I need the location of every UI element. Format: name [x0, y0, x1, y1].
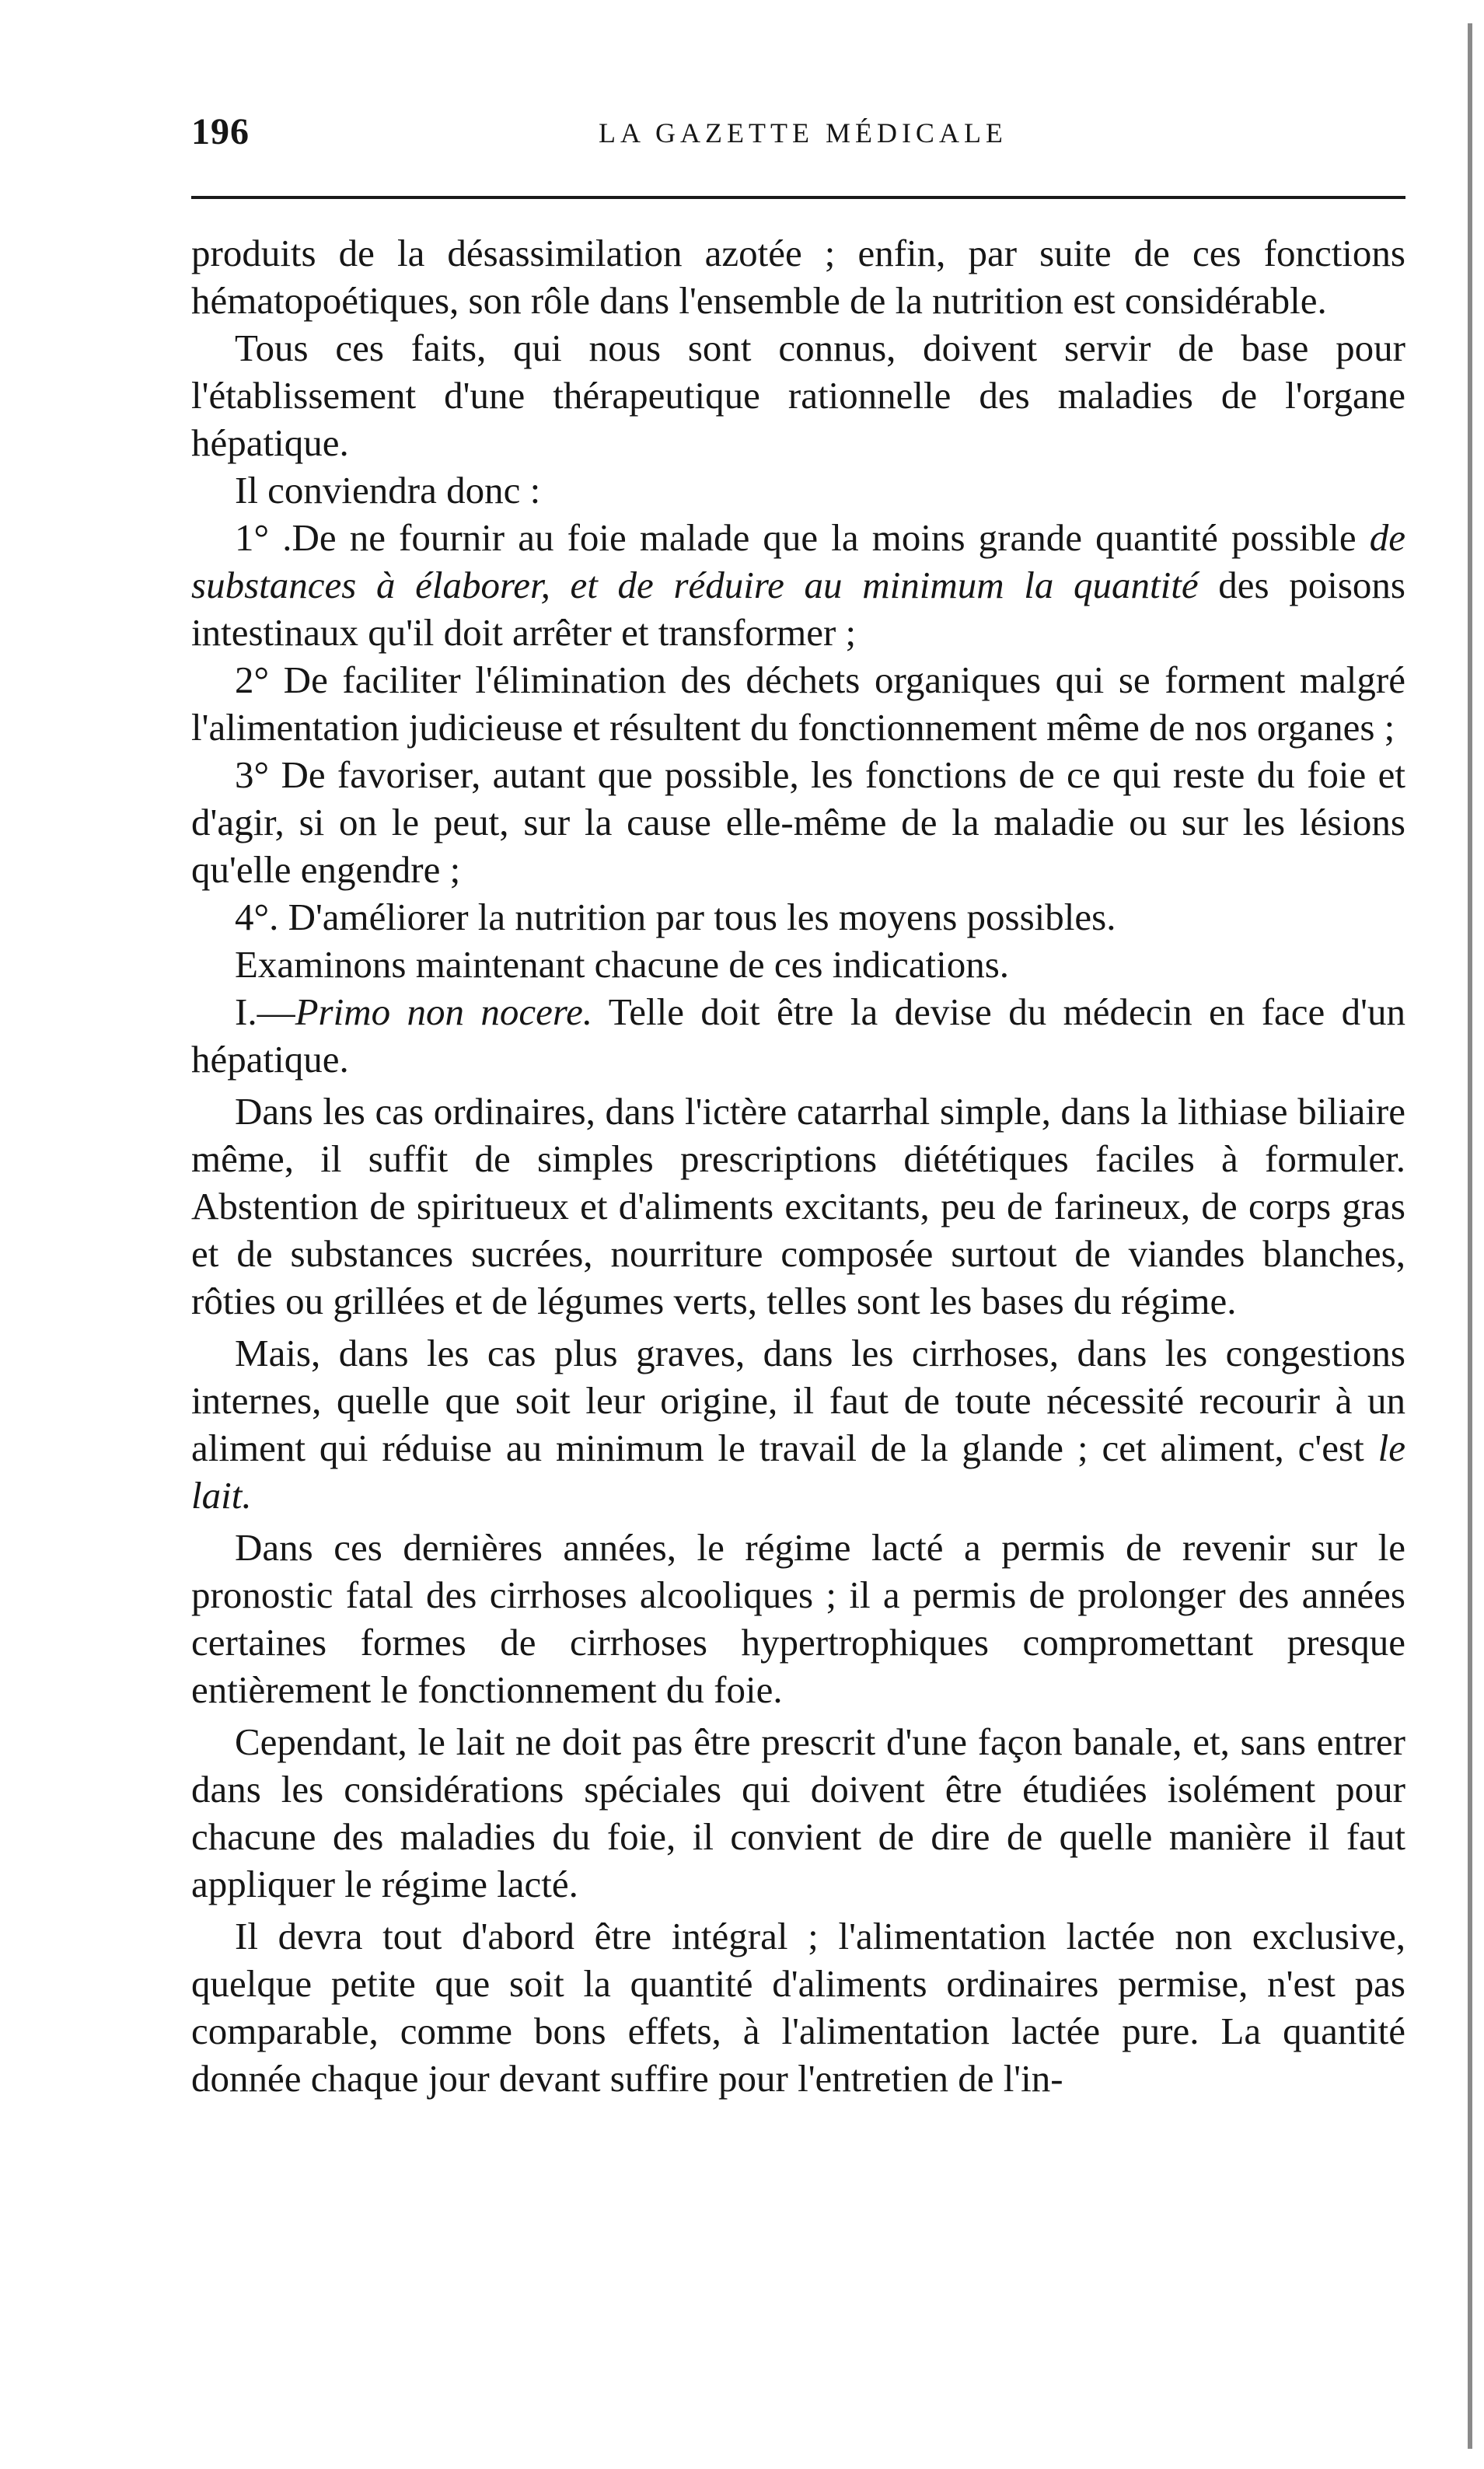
running-title: LA GAZETTE MÉDICALE [599, 117, 1007, 148]
list-item-3: 3° De favoriser, autant que possible, les fonctions de ce qui reste du foie et d'agir, si on le peut, sur la cause elle-même de la maladie ou sur les lésions qu'elle engendre ; [191, 753, 1405, 891]
paragraph: Cependant, le lait ne doit pas être prescrit d'une façon banale, et, sans entrer dans les considérations spéciales qui doivent être étudiées isolément pour chacune des maladies du foie, il convient de dire de quelle manière il faut appliquer le régime lacté. [191, 1720, 1405, 1905]
paragraph [191, 1329, 1405, 1519]
paragraph: Dans les cas ordinaires, dans l'ictère catarrhal simple, dans la lithiase biliaire même, il suffit de simples prescriptions diététiques faciles à formuler. Abstention de spiritueux et d'aliments excitants, peu de farineux, de corps gras et de substances sucrées, nourriture composée surtout de viandes blanches, rôties ou grillées et de légumes verts, telles sont les bases du régime. [191, 1090, 1405, 1322]
paragraph-tail: Telle doit être la devise du médecin en face d'un hépatique. [191, 990, 1405, 1081]
page-edge-shadow [1468, 23, 1472, 2449]
page-number: 196 [191, 111, 250, 152]
paragraph-lead: Mais, dans les cas plus graves, dans les cirrhoses, dans les congestions internes, quelle que soit leur origine, il faut de toute nécessité recourir à un aliment qui réduise au minimum le travail de la glande ; cet aliment, c'est [191, 1332, 1405, 1469]
paragraph: Il conviendra donc : [235, 469, 541, 512]
section-heading-paragraph [191, 988, 1405, 1083]
header-rule [191, 196, 1405, 199]
list-item-lead: 1° .De ne fournir au foie malade que la moins grande quantité possible [235, 516, 1370, 559]
list-item-2: 2° De faciliter l'élimination des déchets organiques qui se forment malgré l'alimentation judicieuse et résultent du fonctionnement même de nos organes ; [191, 658, 1405, 749]
italic-phrase: le lait. [191, 1427, 1405, 1517]
list-item-4: 4°. D'améliorer la nutrition par tous les moyens possibles. [235, 896, 1116, 938]
body-text [191, 229, 1405, 2102]
italic-motto: Primo non nocere. [295, 990, 593, 1033]
paragraph: Examinons maintenant chacune de ces indications. [235, 943, 1010, 986]
section-number: I.— [235, 990, 295, 1033]
paragraph: Dans ces dernières années, le régime lacté a permis de revenir sur le pronostic fatal des cirrhoses alcooliques ; il a permis de prolonger des années certaines formes de cirrhoses hypertrophiques compromettant presque entièrement le fonctionnement du foie. [191, 1526, 1405, 1711]
list-item-1 [191, 514, 1405, 656]
list-item-tail: des poisons intestinaux qu'il doit arrêter et transformer ; [191, 564, 1405, 654]
paragraph: Tous ces faits, qui nous sont connus, doivent servir de base pour l'établissement d'une thérapeutique rationnelle des maladies de l'organe hépatique. [191, 327, 1405, 464]
italic-phrase: de substances à élaborer, et de réduire au minimum la quantité [191, 516, 1405, 606]
paragraph: Il devra tout d'abord être intégral ; l'alimentation lactée non exclusive, quelque petite que soit la quantité d'aliments ordinaires permise, n'est pas comparable, comme bons effets, à l'alimentation lactée pure. La quantité donnée chaque jour devant suffire pour l'entretien de l'in- [191, 1915, 1405, 2100]
paragraph-continuation: produits de la désassimilation azotée ; enfin, par suite de ces fonctions hématopoétiques, son rôle dans l'ensemble de la nutrition est considérable. [191, 232, 1405, 322]
